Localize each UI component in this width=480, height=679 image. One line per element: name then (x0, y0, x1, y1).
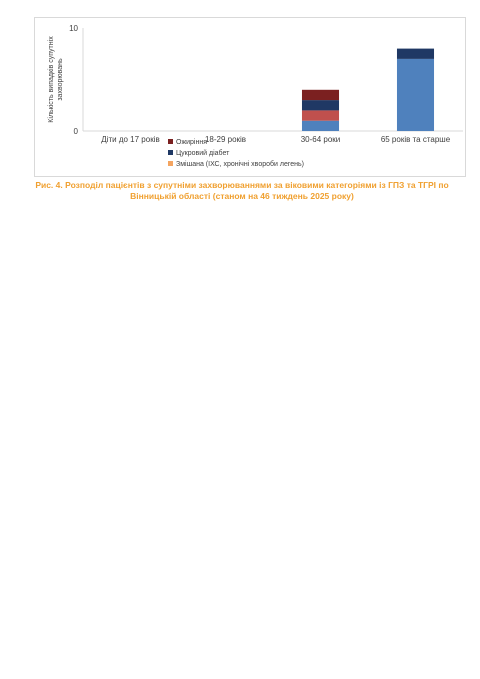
legend-label: Цукровий діабет (176, 150, 230, 157)
chart-frame (34, 17, 466, 177)
bar-segment (302, 100, 339, 110)
bar-segment (302, 90, 339, 100)
x-tick-label: 18-29 років (204, 135, 247, 144)
legend-label: Ожиріння (176, 139, 208, 146)
bar-segment (397, 49, 434, 59)
x-tick-label: Діти до 17 років (101, 135, 160, 144)
x-tick-label: 65 років та старше (380, 135, 451, 144)
bar-segment (397, 59, 434, 131)
legend-label: Змішана (ІХС, хронічні хвороби легень) (176, 161, 304, 168)
legend-swatch (168, 139, 173, 144)
y-axis-title (47, 36, 64, 123)
figure-caption: Рис. 4. Розподіл пацієнтів з супутніми захворюваннями за віковими категоріями із ГПЗ та ТГРІ по Вінницькій області (станом на 46 тиждень 2025 року) (35, 180, 449, 201)
y-tick-label: 0 (73, 127, 78, 136)
legend-swatch (168, 161, 173, 166)
y-axis-title-line: Кількість випадків супутніх (48, 36, 55, 123)
y-tick-label: 10 (69, 24, 78, 33)
legend-swatch (168, 150, 173, 155)
bar-segment (302, 121, 339, 131)
y-axis-title-line: захворювань (57, 58, 64, 101)
stacked-bar-chart (35, 18, 467, 178)
bar-segment (302, 110, 339, 120)
x-tick-label: 30-64 роки (300, 135, 341, 144)
